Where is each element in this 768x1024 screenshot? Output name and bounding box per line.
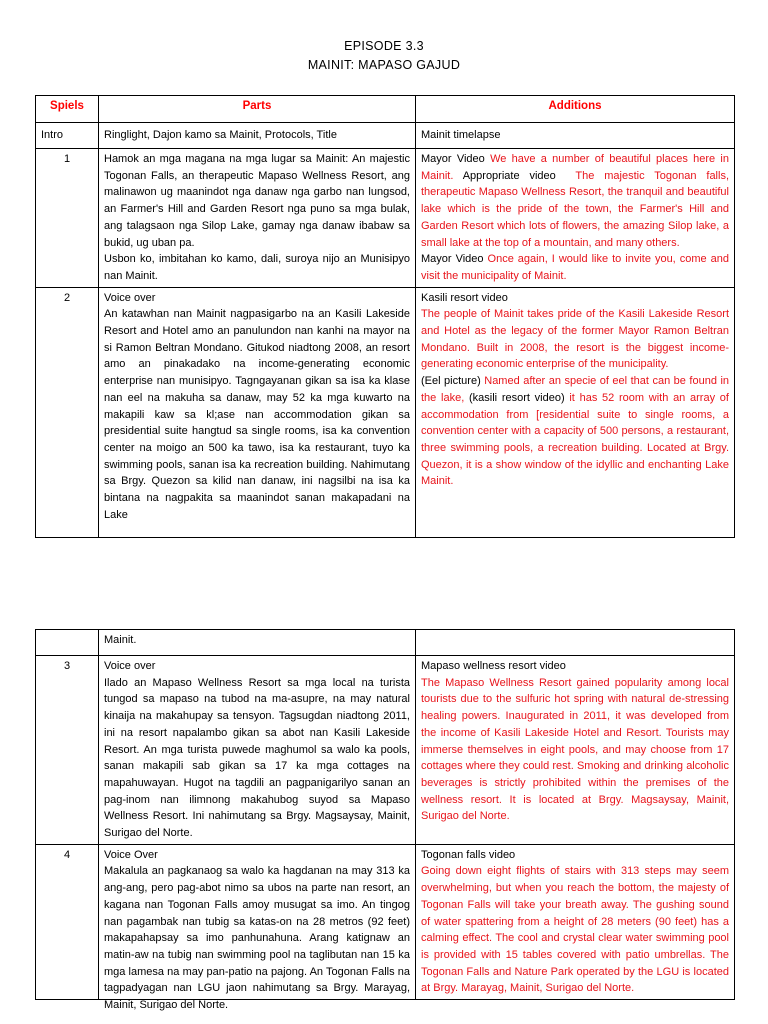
spiel-cell (36, 630, 99, 656)
additions-label: Kasili resort video (421, 291, 508, 304)
additions-paragraph (421, 306, 729, 373)
additions-cell (416, 287, 735, 537)
table-row (36, 844, 735, 999)
additions-red-text: Once again, I would like to invite you, come and visit the municipality of Mainit. (421, 253, 729, 282)
additions-red-text: The people of Mainit takes pride of the Kasili Lakeside Resort and Hotel as the legacy of the former Mayor Ramon Beltran Mondano. Built in 2008, the resort is the biggest income-generating economic enterprise of the municipality. (421, 308, 729, 371)
additions-red-text: The Mapaso Wellness Resort gained popularity among local tourists due to the sulfuric hot spring with natural de-stressing healing powers. Inaugurated in 2011, it was developed from the income of Kasili Lakeside Hotel and Resort. Tourists may immerse themselves in eight pools, and may choose from 17 cottages where they could rest. Smoking and drinking alcoholic beverages is strictly prohibited within the premises of the wellness resort. It is located at Brgy. Magsaysay, Mainit, Surigao del Norte. (421, 676, 729, 823)
table-row (36, 656, 735, 845)
additions-paragraph (421, 251, 729, 284)
additions-red-text: Named after an specie of eel that can be found in the lake, (421, 375, 730, 404)
additions-cell (416, 630, 735, 656)
additions-paragraph (421, 373, 729, 490)
parts-text: Ilado an Mapaso Wellness Resort sa mga local na turista tungod sa mapaso na tubod na ma-asupre, na may natural kinaija na makahupay sa tensyon. Tagsugdan niadtong 2011, ini na resort napalambo gikan sa abot nan Kasili Lakeside Resort. An mga turista puwede maghumol sa walo ka pools, sanan makapili sab gikan sa 17 ka mga cottages na mapahuwayan. Hugot na tagdili an pagpanigarilyo sanan an pag-inom nan ilimnong makahubog suyod sa Mapaso Wellness Resort. Ini nahimutang sa Brgy. Magsaysay, Mainit, Surigao del Norte. (104, 676, 410, 840)
additions-cell (416, 149, 735, 288)
parts-text: Hamok an mga magana na mga lugar sa Mainit: An majestic Togonan Falls, an therapeutic Mapaso Wellness Resort, ang malinawon ug maanindot nga danaw nga garbo nan lungsod, an Farmer's Hill and Garden Resort nga puno sa mga bulak, ang talagsaon nga Silop Lake, gamay nga danaw ibabaw sa bukid, ug uban pa. (104, 153, 410, 249)
additions-label: Mayor Video (421, 153, 485, 165)
additions-red-text: The majestic Togonan falls, therapeutic Mapaso Wellness Resort, the tranquil and beautiful lake which is the pride of the town, the Farmer's Hill and Garden Resort which lots of flowers, the amazing Silop lake, a small lake at the top of a mountain, and many others. (421, 169, 730, 249)
spiel-cell: 4 (36, 844, 99, 999)
additions-note: (Eel picture) (421, 375, 481, 388)
parts-cell: Ringlight, Dajon kamo sa Mainit, Protocols, Title (99, 123, 416, 149)
script-table-page-2 (35, 629, 735, 1012)
spiel-cell: 2 (36, 287, 99, 537)
script-table-page-1 (35, 95, 735, 538)
additions-red-text: We have a number of beautiful places here in Mainit. (421, 153, 729, 182)
table-header-row (36, 96, 735, 123)
additions-paragraph (421, 151, 729, 251)
additions-red-text: Going down eight flights of stairs with 313 steps may seem overwhelming, but when you reach the bottom, the majesty of Togonan Falls will take your breath away. The gushing sound of water spattering from a height of 28 meters (90 feet) has a calming effect. The cool and crystal clear water swimming pool is provided with 15 tables covered with patio umbrellas. The Togonan Falls and Nature Park operated by the LGU is located at Brgy. Marayag, Mainit, Surigao del Norte. (421, 865, 729, 995)
parts-cell (99, 149, 416, 288)
parts-label: Voice Over (104, 848, 158, 861)
parts-cell: Mainit. (99, 630, 416, 656)
additions-clip (421, 847, 729, 997)
parts-cell (99, 656, 416, 845)
spiel-cell: Intro (36, 123, 99, 149)
parts-text: Makalula an pagkanaog sa walo ka hagdanan na may 313 ka ang-ang, pero pag-abot nimo sa ubos na parte nan resort, an kagana nan Togonan Falls amoy musugat sa imo. An tingog nan pagambak nan tubig sa katas-on na 28 metros (92 feet) makapahapsay sa imo panhunahuna. Arang katignaw an matin-aw na tubig nan swimming pool na taglibutan nan 15 ka mga lamesa na may pan-patio na pajong. An Togonan Falls na tagpadyagan nan LGU jaon nahimutang sa Brgy. Marayag, Mainit, Surigao del Norte. (104, 865, 410, 1012)
parts-clip (104, 290, 410, 535)
episode-label: EPISODE 3.3 (344, 39, 424, 53)
table-row (36, 287, 735, 537)
additions-cell: Mainit timelapse (416, 123, 735, 149)
spiel-cell: 3 (36, 656, 99, 845)
column-header-spiels: Spiels (36, 96, 99, 123)
parts-label: Voice over (104, 660, 156, 672)
additions-label: Mapaso wellness resort video (421, 660, 566, 672)
column-header-parts: Parts (99, 96, 416, 123)
table-row (36, 123, 735, 149)
additions-cell (416, 656, 735, 845)
parts-text: An katawhan nan Mainit nagpasigarbo na an Kasili Lakeside Resort and Hotel amo an panulundon nan kanhi na mayor na si Ramon Beltran Mondano. Gitukod niadtong 2008, an resort amo an pinakadako na income-generating economic enterprise nan munisipyo. Tagngayanan gikan sa isa ka klase nan eel na makuha sa danaw, may 52 ka mga kuwarto na makapili kaw sa kl;ase nan accommodation gikan sa presidential suite hangtud sa single rooms, isa ka convention center na moigo an 500 ka tawo, isa ka restaurant, tuyo ka swimming pools, sanan isa ka recreation building. Nahimutang sa Brgy. Quezon sa kilid nan danaw, ini nagsilbi na isa ka bintana na nagpakita sa maanindot sanan makapadani na Lake (104, 308, 410, 521)
parts-text: Usbon ko, imbitahan ko kamo, dali, suroya nijo an Munisipyo nan Mainit. (104, 253, 410, 282)
document-title: MAINIT: MAPASO GAJUD (307, 58, 461, 72)
table-row (36, 630, 735, 656)
spiel-cell: 1 (36, 149, 99, 288)
column-header-additions: Additions (416, 96, 735, 123)
parts-cell (99, 844, 416, 1012)
parts-label: Voice over (104, 291, 156, 304)
additions-label: Mayor Video (421, 253, 484, 266)
parts-clip (104, 847, 410, 1012)
additions-cell (416, 844, 735, 999)
parts-cell (99, 287, 416, 537)
additions-note: (kasili resort video) (468, 391, 565, 404)
additions-red-text: it has 52 room with an array of accommodation from [residential suite to single rooms, a convention center with a capacity of 500 persons, a restaurant, three swimming pools, a recreation building. Located at Brgy. Quezon, it is a show window of the idyllic and enchanting Lake Mainit. (421, 391, 729, 488)
additions-note: Appropriate video (462, 169, 556, 182)
additions-label: Togonan falls video (421, 848, 516, 861)
table-row (36, 149, 735, 288)
